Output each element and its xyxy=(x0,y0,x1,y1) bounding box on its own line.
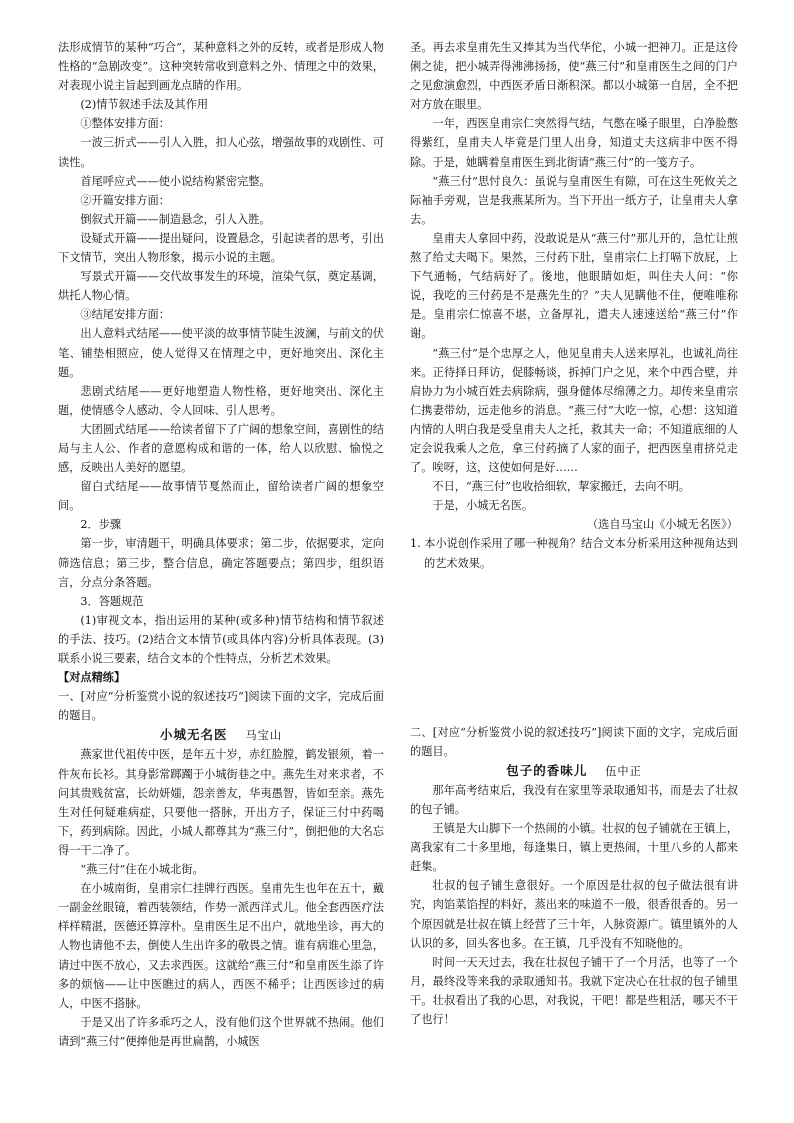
paragraph: 写景式开篇——交代故事发生的环境，渲染气氛，奠定基调，烘托人物心情。 xyxy=(58,270,384,303)
paragraph: (1)审视文本，指出运用的某种(或多种)情节结构和情节叙述的手法、技巧。(2)结合文本情节(或具体内容)分析具体表现。(3)联系小说三要素，结合文本的个性特点，分析艺术效果。 xyxy=(58,613,384,665)
paragraph: 出人意料式结尾——使平淡的故事情节陡生波澜，与前文的伏笔、铺垫相照应，使人觉得又在情理之中，更好地突出、深化主题。 xyxy=(58,327,384,379)
paragraph: 皇甫夫人拿回中药，没敢说是从“燕三付”那儿开的，急忙让煎熬了给丈夫喝下。果然，三付药下肚，皇甫宗仁上打嗝下放屁，上下气通畅，气结病好了。後地，他眼睛如炬，叫住夫人问：“你说，我吃的三付药是不是燕先生的？”夫人见瞒他不住，便唯唯称是。皇甫宗仁惊喜不堪，立备厚礼，遣夫人速速送给“燕三付”作谢。 xyxy=(410,231,738,341)
paragraph: 一波三折式——引人入胜，扣人心弦，增强故事的戏剧性、可读性。 xyxy=(58,136,384,169)
paragraph: 2．步骤 xyxy=(80,518,122,532)
story-title xyxy=(410,761,738,781)
story-title-text: 包子的香味儿 xyxy=(506,762,588,778)
paragraph: 一年，西医皇甫宗仁突然得气结，气憋在嗓子眼里，白净脸憋得紫红，皇甫夫人毕竟是门里人出身，知道丈夫这病非中医不得除。于是，她瞒着皇甫医生到北街请“燕三付”的一笺方子。 xyxy=(410,117,738,169)
paragraph: 大团圆式结尾——给读者留下了广阔的想象空间，喜剧性的结局与主人公、作者的意愿构成和谐的一体，给人以欣慰、愉悦之感，反映出人美好的愿望。 xyxy=(58,422,384,475)
paragraph: 在小城南街，皇甫宗仁挂牌行西医。皇甫先生也年在五十，戴一副金丝眼镜，着西装领结，作势一派西洋式儿。他全套西医疗法样样精湛，医德还算淳朴。皇甫医生足不出户，就地坐诊，再大的人物也请他不去，倒使人生出许多的敬畏之情。谁有病谁心里急，请过中医不放心，又去求西医。这就给“燕三付”和皇甫医生添了许多的烦恼——让中医瞧过的病人，西医不稀乎；让西医诊过的病人，中医不搭脉。 xyxy=(58,882,384,1010)
paragraph: 圣。再去求皇甫先生又捧其为当代华佗，小城一把神刀。正是这伶俐之徒，把小城弄得沸沸扬扬，使“燕三付”和皇甫医生之间的门户之见愈演愈烈，中西医矛盾日渐积深。都以小城第一自居，全不把对方放在眼里。 xyxy=(410,41,738,112)
paragraph: 悲剧式结尾——更好地塑造人物性格，更好地突出、深化主题，使情感令人感动、令人回味、引人思考。 xyxy=(58,384,384,417)
paragraph: 首尾呼应式——使小说结构紧密完整。 xyxy=(80,174,271,188)
paragraph: 壮叔的包子铺生意很好。一个原因是壮叔的包子做法很有讲究，肉馅菜馅捏的料好，蒸出来的味道不一般，很香很香的。另一个原因就是壮叔在镇上经营了三十年，人脉资源广。镇里镇外的人认识的多，回头客也多。在王镇，几乎没有不知晓他的。 xyxy=(410,879,738,950)
paragraph: 【对点精练】 xyxy=(58,670,126,685)
paragraph: 那年高考结束后，我没有在家里等录取通知书，而是去了壮叔的包子铺。 xyxy=(410,783,738,816)
paragraph: ②开篇安排方面： xyxy=(80,193,170,207)
paragraph: 1. 本小说创作采用了哪一种视角？结合文本分析采用这种视角达到的艺术效果。 xyxy=(410,537,738,570)
right-column xyxy=(410,38,738,1029)
paragraph: 于是，小城无名医。 xyxy=(432,499,534,513)
paragraph: 第一步，审清题干，明确具体要求；第二步，依据要求，定向筛选信息；第三步，整合信息，确定答题要点；第四步，组织语言，分点分条答题。 xyxy=(58,537,384,589)
paragraph: 二、[对应“分析鉴赏小说的叙述技巧”]阅读下面的文字，完成后面的题目。 xyxy=(410,725,738,758)
paragraph: 不日，“燕三付”也收拾细软，挈家搬迁，去向不明。 xyxy=(432,480,690,494)
paragraph: “燕三付”住在小城北街。 xyxy=(80,863,204,877)
paragraph: 留白式结尾——故事情节戛然而止，留给读者广阔的想象空间。 xyxy=(58,480,384,513)
paragraph: “燕三付”思忖良久：虽说与皇甫医生有隙，可在这生死攸关之际袖手旁观，岂是我燕某所为。当下开出一纸方子，让皇甫夫人拿去。 xyxy=(410,174,738,226)
paragraph: “燕三付”是个忠厚之人，他见皇甫夫人送来厚礼，也诚礼尚往来。正待择日拜访，促膝畅谈，拆掉门户之见，来个中西合壁，并肩协力为小城百姓去病除病，强身健体尽绵薄之力。却传来皇甫宗仁携妻带幼，远走他乡的消息。“燕三付”大吃一惊，心想：这知道内情的人明白我是受皇甫夫人之托，救其夫一命；不知道底细的人定会说我乘人之危，拿三付药摘了人家的面子，把西医皇甫挤兑走了。唉呀，这，这使如何是好…… xyxy=(410,346,738,475)
story-author: 马宝山 xyxy=(245,729,283,743)
paragraph: 王镇是大山脚下一个热闹的小镇。壮叔的包子铺就在王镇上，离我家有二十多里地，每逢集日，镇上更热闹，十里八乡的人都来赶集。 xyxy=(410,822,738,874)
story-author: 伍中正 xyxy=(605,764,642,778)
paragraph: 时间一天天过去，我在壮叔包子铺干了一个月活，也等了一个月，最终没等来我的录取通知书。我就下定决心在壮叔的包子铺里干。壮叔看出了我的心思，对我说，干吧！都是些粗活，哪天不干了也行！ xyxy=(410,955,738,1027)
left-column xyxy=(58,38,384,1051)
paragraph: 设疑式开篇——提出疑问，设置悬念，引起读者的思考，引出下文情节，突出人物形象，揭示小说的主题。 xyxy=(58,231,384,265)
paragraph: 一、[对应“分析鉴赏小说的叙述技巧”]阅读下面的文字，完成后面的题目。 xyxy=(58,690,384,723)
story-title xyxy=(58,725,384,745)
paragraph: 倒叙式开篇——制造悬念，引人入胜。 xyxy=(80,212,271,226)
paragraph: 3．答题规范 xyxy=(80,594,144,608)
paragraph: ①整体安排方面： xyxy=(80,117,170,131)
story-title-text: 小城无名医 xyxy=(159,727,228,743)
paragraph: （选自马宝山《小城无名医》） xyxy=(586,518,738,532)
paragraph: 燕家世代祖传中医，是年五十岁，赤红脸膛，鹤发银须，着一件灰布长衫。其身影常踯躅于小城街巷之中。燕先生对来求者，不问其贵贱贫富，长幼妍媸，怨亲善友，华夷愚智，皆如至亲。燕先生对任何疑难病症，只要他一搭脉，开出方子，保证三付中药喝下，药到病除。因此，小城人都尊其为“燕三付”，倒把他的大名忘得一干二净了。 xyxy=(58,748,384,857)
paragraph: 法形成情节的某种“巧合”，某种意料之外的反转，或者是形成人物性格的“急剧改变”。这种突转常收到意料之外、情理之中的效果，对表现小说主旨起到画龙点睛的作用。 xyxy=(58,41,384,93)
paragraph: ③结尾安排方面： xyxy=(80,308,170,322)
paragraph: (2)情节叙述手法及其作用 xyxy=(80,98,209,112)
paragraph: 于是又出了许多乖巧之人，没有他们这个世界就不热闹。他们请到“燕三付”便捧他是再世扁鹊，小城医 xyxy=(58,1015,384,1048)
answer-space xyxy=(410,573,738,723)
